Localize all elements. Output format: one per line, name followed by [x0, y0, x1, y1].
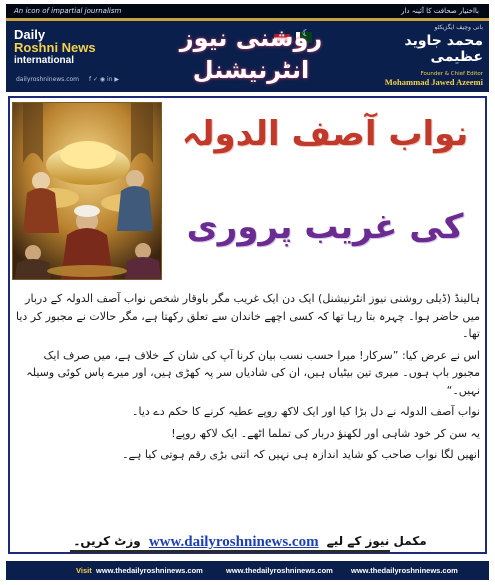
- footer-visit-label: Visit: [76, 566, 92, 575]
- article-illustration: [12, 102, 162, 280]
- cta-divider: [70, 550, 390, 553]
- brand-english: DAILY ROSHNI NEWS INTERNATIONAL: [173, 92, 329, 101]
- founder-block: [353, 24, 483, 86]
- footer-link-3[interactable]: www.thedailyroshninews.com: [351, 566, 458, 575]
- article-title-line1: نواب آصف الدولہ: [181, 114, 469, 154]
- paragraph-1: ہالینڈ (ڈیلی روشنی نیوز انٹرنیشنل) ایک دن ایک غریب مگر باوقار شخص نواب آصف الدولہ کے دربار میں حاضر ہوا۔ چہرہ بتا رہا تھا کہ کسی اچھے خاندان سے تعلق رکھتا ہے، مگر حالات نے مجبور کر دیا تھا۔: [15, 292, 480, 340]
- logo-line-roshni: Roshni News: [14, 40, 96, 55]
- header-site-url[interactable]: [16, 76, 119, 83]
- header-site-url-text: dailyroshninews.com: [16, 76, 80, 83]
- paragraph-3: نواب آصف الدولہ نے دل بڑا کیا اور ایک لاکھ روپے عطیہ کرنے کا حکم دے دیا۔: [132, 405, 480, 418]
- brand-center: [156, 22, 346, 101]
- read-more-cta: [40, 530, 460, 551]
- paragraph-5: انھیں لگا نواب صاحب کو شاید اندازہ ہی نہیں کہ اتنی بڑی رقم ہوتی کیا ہے۔: [122, 448, 480, 461]
- article-title-line2: کی غریب پروری: [186, 207, 464, 247]
- site-logo[interactable]: [14, 28, 134, 72]
- brand-urdu: روشنی نیوز انٹرنیشنل: [179, 24, 323, 84]
- tagline-right: بااختیار صحافت کا آئینہ دار: [401, 7, 479, 15]
- founder-caption: بانی وچیف ایگزیکٹو: [434, 24, 483, 31]
- gold-divider: [6, 18, 489, 21]
- cta-suffix: وزٹ کریں۔: [73, 534, 141, 548]
- logo-line-international: international: [14, 55, 75, 66]
- cta-link[interactable]: www.dailyroshninews.com: [148, 534, 319, 550]
- paragraph-4: یہ سن کر خود شاہی اور لکھنؤ دربار کی تملما اٹھے۔ ایک لاکھ روپے!: [171, 426, 480, 440]
- footer-link-2[interactable]: www.thedailyroshninews.com: [226, 566, 333, 575]
- tagline-left: An icon of impartial journalism: [14, 7, 122, 15]
- social-icons[interactable]: f ✓ ◉ in ▶: [88, 76, 120, 83]
- founder-role: Founder & Chief Editor: [420, 71, 483, 77]
- header-banner: [6, 4, 489, 101]
- footer-bar: [6, 561, 489, 580]
- cta-prefix: مکمل نیوز کے لیے: [326, 534, 427, 548]
- article-body: [16, 290, 480, 468]
- logo-line-daily: Daily: [14, 27, 46, 42]
- founder-name-english: Mohammad Jawed Azeemi: [384, 77, 483, 87]
- tagline-strip: [6, 4, 489, 18]
- footer-link-1[interactable]: www.thedailyroshninews.com: [96, 566, 203, 575]
- founder-name-urdu: محمد جاوید عظیمی: [404, 33, 483, 65]
- paragraph-2: اس نے عرض کیا: ”سرکار! میرا حسب نسب بیان کرنا آپ کی شان کے خلاف ہے، میں صرف ایک مجبور باپ ہوں۔ میری تین بیٹیاں ہیں، ان کی شادیاں سر پہ کھڑی ہیں، اور میرے پاس کوئی وسیلہ نہیں۔“: [26, 348, 480, 397]
- court-scene-image: [13, 103, 161, 279]
